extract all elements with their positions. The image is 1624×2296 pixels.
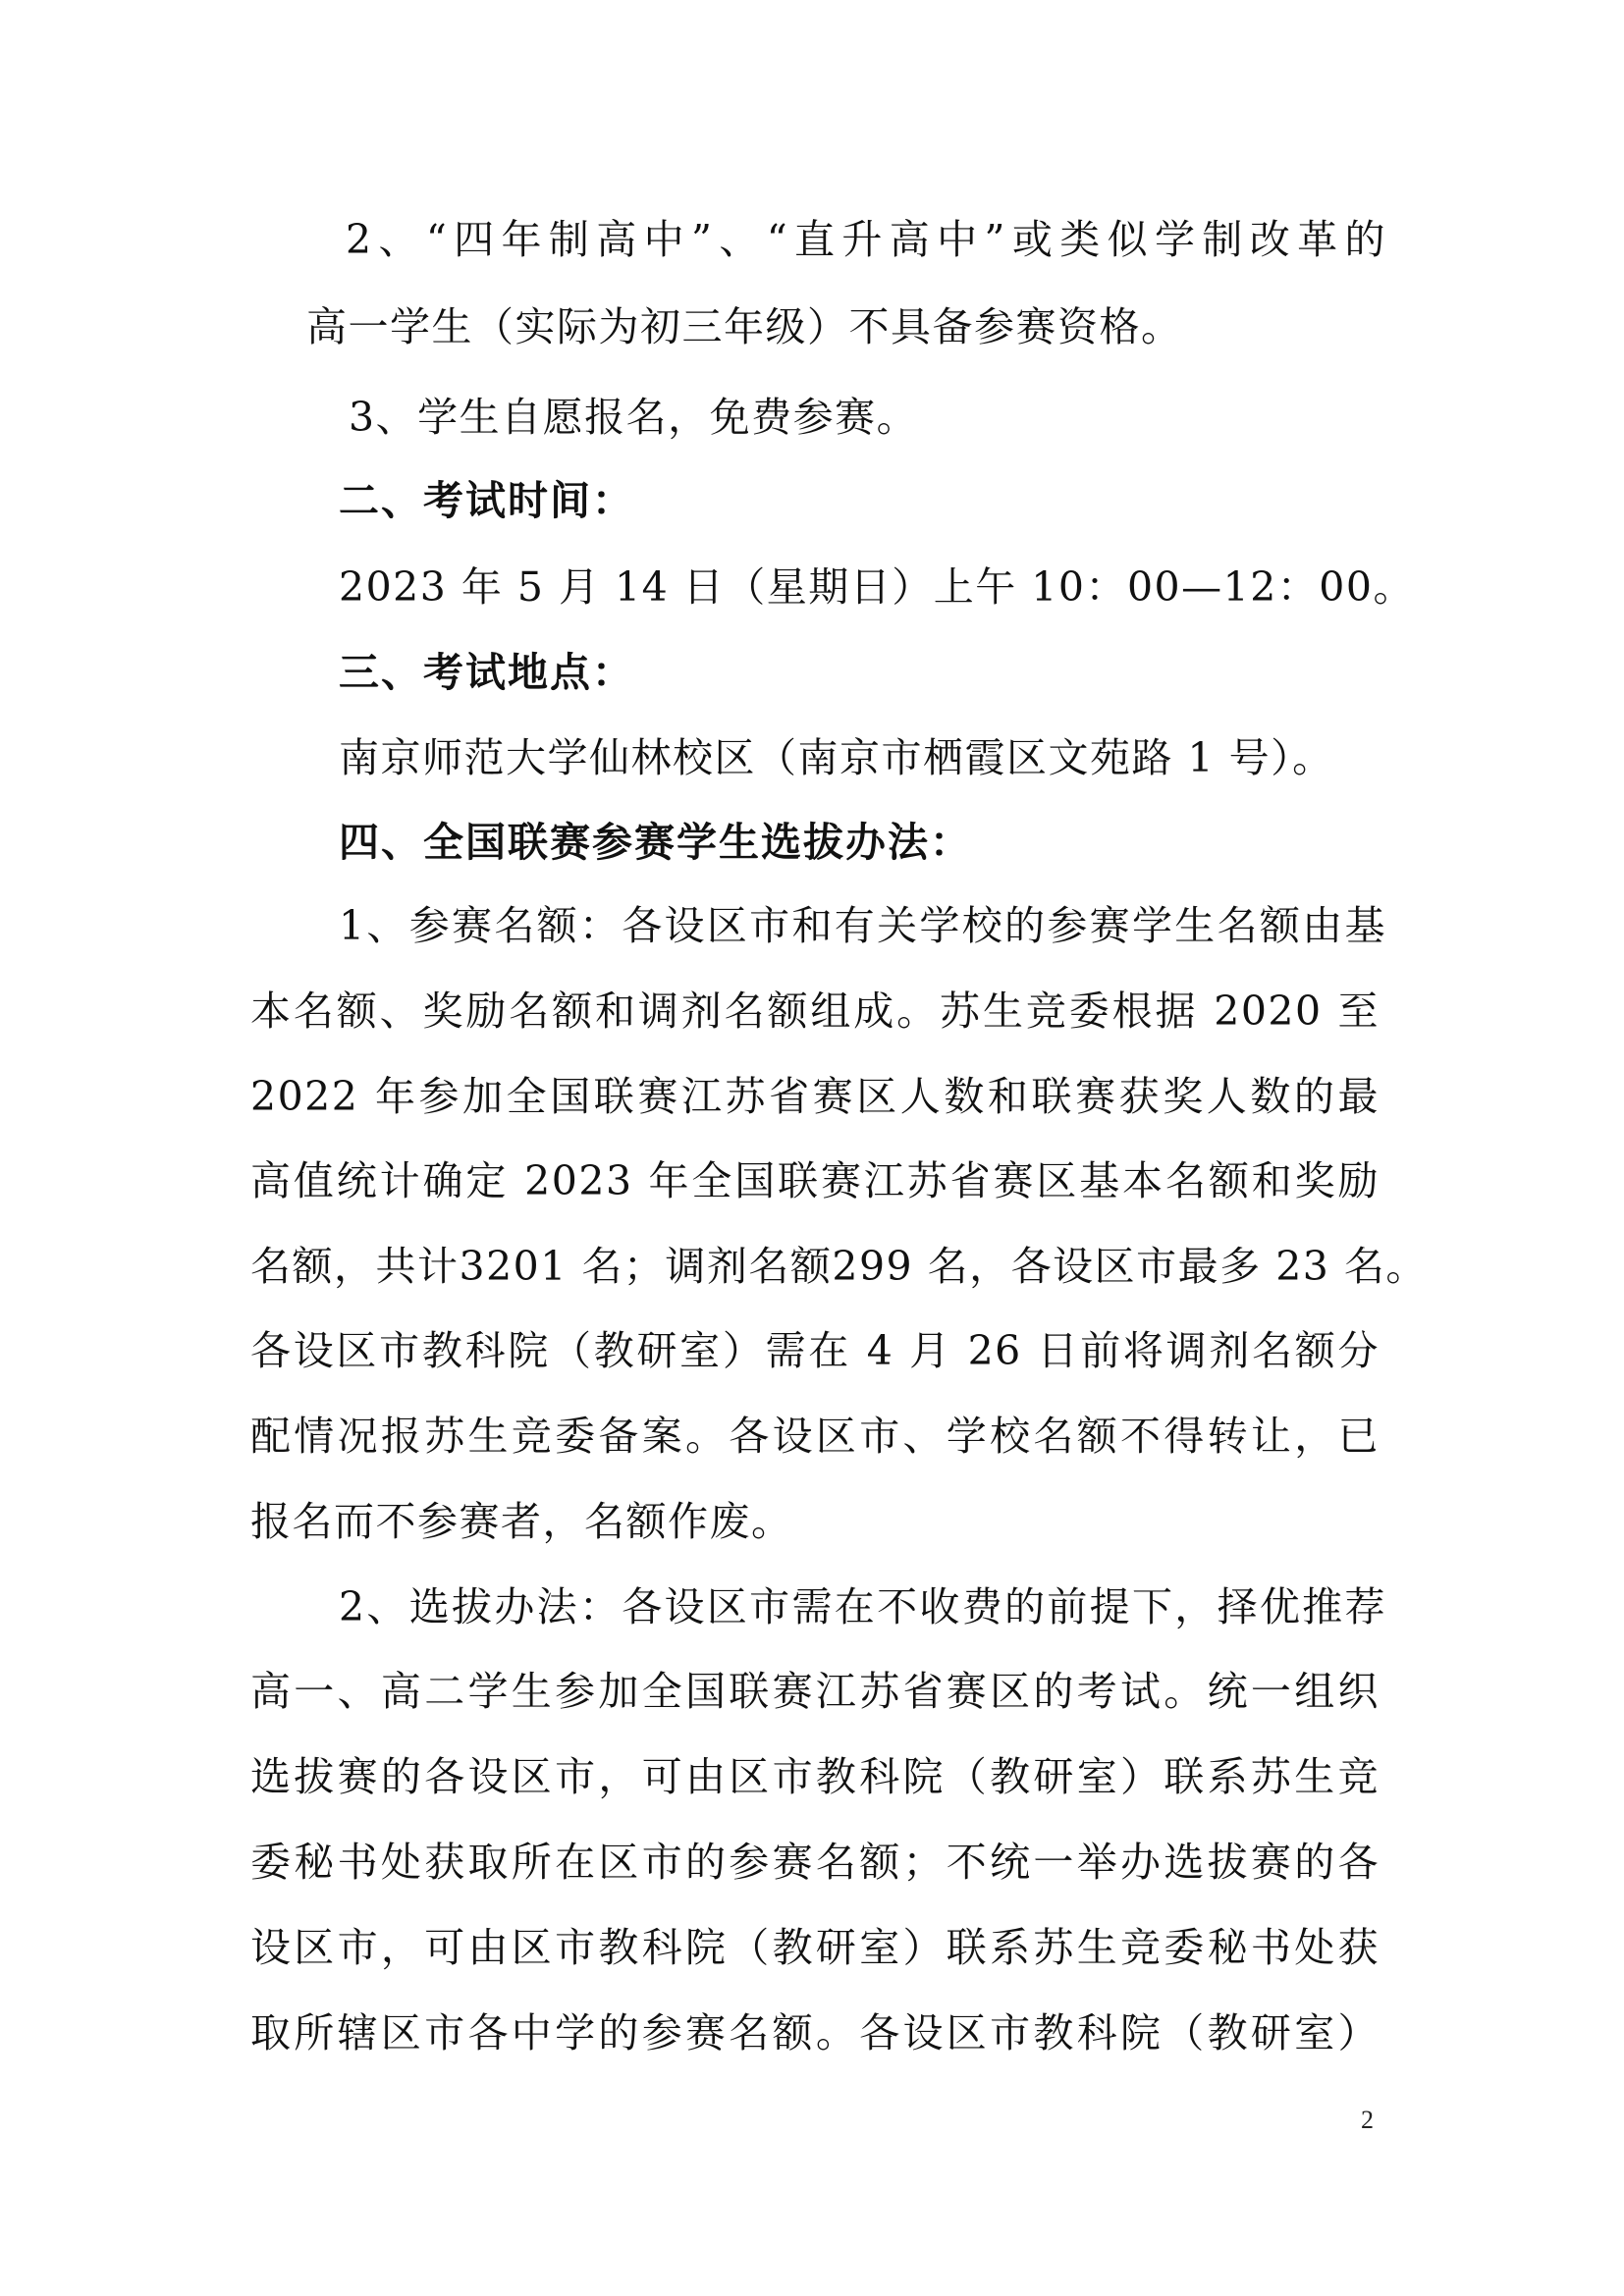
section-heading-selection-method: 四、全国联赛参赛学生选拔办法： <box>339 819 972 866</box>
paragraph-line: 委秘书处获取所在区市的参赛名额；不统一举办选拔赛的各 <box>250 1839 1380 1886</box>
paragraph-line: 高一、高二学生参加全国联赛江苏省赛区的考试。统一组织 <box>250 1668 1380 1715</box>
paragraph-line: 1、参赛名额：各设区市和有关学校的参赛学生名额由基 <box>339 902 1386 949</box>
paragraph-line: 2、“四年制高中”、“直升高中”或类似学制改革的 <box>346 216 1386 263</box>
paragraph-line: 取所辖区市各中学的参赛名额。各设区市教科院（教研室） <box>250 2009 1380 2056</box>
paragraph-line: 2022 年参加全国联赛江苏省赛区人数和联赛获奖人数的最 <box>250 1073 1380 1120</box>
paragraph-line: 报名而不参赛者，名额作废。 <box>250 1498 793 1545</box>
paragraph-line: 选拔赛的各设区市，可由区市教科院（教研室）联系苏生竞 <box>250 1753 1380 1800</box>
paragraph-line: 南京师范大学仙林校区（南京市栖霞区文苑路 1 号）。 <box>339 734 1334 781</box>
page-number: 2 <box>1361 2106 1374 2134</box>
paragraph-line: 高值统计确定 2023 年全国联赛江苏省赛区基本名额和奖励 <box>250 1157 1380 1204</box>
section-heading-exam-time: 二、考试时间： <box>339 477 634 524</box>
paragraph-line: 高一学生（实际为初三年级）不具备参赛资格。 <box>306 303 1183 350</box>
paragraph-line: 本名额、奖励名额和调剂名额组成。苏生竞委根据 2020 至 <box>250 988 1380 1035</box>
section-heading-exam-location: 三、考试地点： <box>339 649 634 696</box>
paragraph-line: 名额，共计3201 名；调剂名额299 名，各设区市最多 23 名。 <box>250 1243 1428 1290</box>
paragraph-line: 配情况报苏生竞委备案。各设区市、学校名额不得转让，已 <box>250 1413 1380 1460</box>
paragraph-line: 2、选拔办法：各设区市需在不收费的前提下，择优推荐 <box>339 1583 1386 1630</box>
paragraph-line: 各设区市教科院（教研室）需在 4 月 26 日前将调剂名额分 <box>250 1327 1380 1374</box>
paragraph-line: 2023 年 5 月 14 日（星期日）上午 10：00—12：00。 <box>339 563 1415 611</box>
paragraph-line: 3、学生自愿报名，免费参赛。 <box>349 394 919 441</box>
paragraph-line: 设区市，可由区市教科院（教研室）联系苏生竞委秘书处获 <box>250 1924 1380 1971</box>
